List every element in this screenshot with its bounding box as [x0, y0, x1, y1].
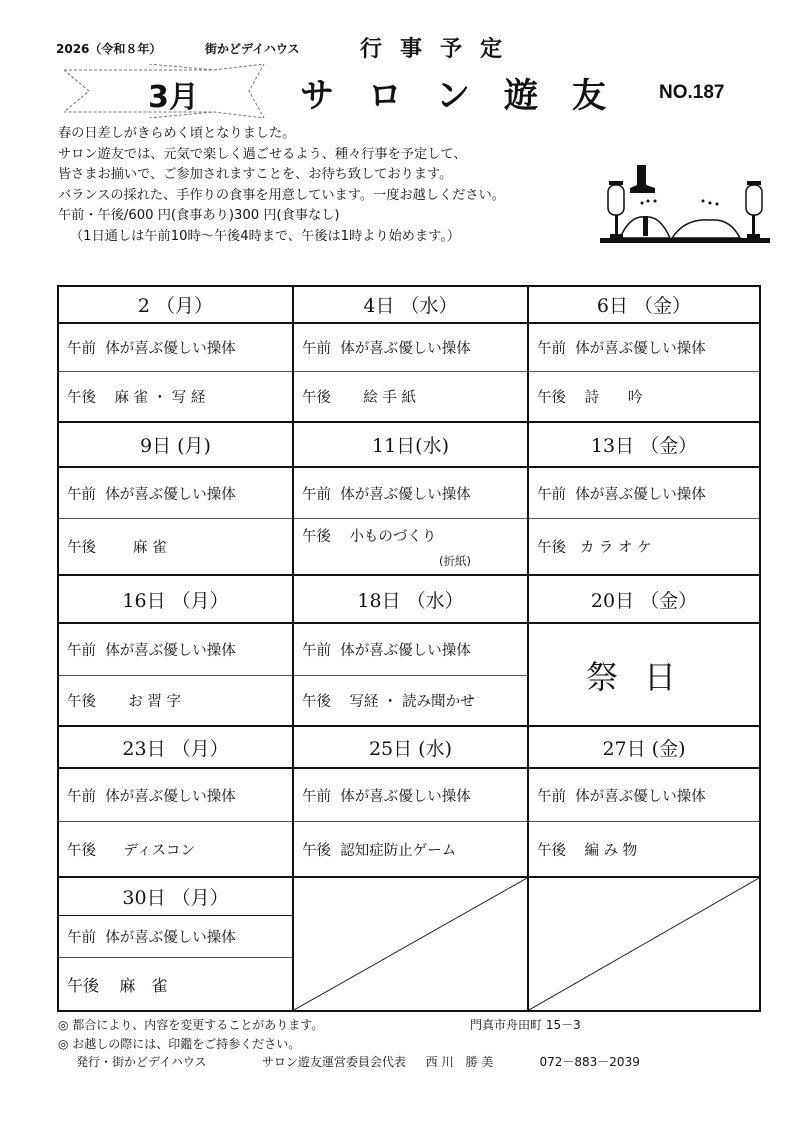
pm-activity: 午後 写経 ・ 読み聞かせ — [302, 694, 475, 710]
schedule-table — [57, 285, 761, 1012]
pm-activity: 午後 麻 雀 — [67, 975, 168, 995]
document-kind: 行事予定 — [360, 37, 521, 62]
am-activity: 午前 体が喜ぶ優しい操体 — [294, 624, 527, 676]
intro-line: 春の日差しがきらめく頃となりました。 — [58, 126, 296, 141]
am-activity: 午前 体が喜ぶ優しい操体 — [294, 324, 527, 372]
pm-activity-note: (折紙) — [439, 554, 471, 568]
intro-line: （1日通しは午前10時～午後4時まで、午後は1時より始めます。） — [70, 228, 461, 244]
am-activity: 午前 体が喜ぶ優しい操体 — [294, 769, 527, 822]
lantern-left — [608, 181, 624, 238]
page-title: サロン遊友 — [300, 76, 640, 116]
am-activity: 午前 体が喜ぶ優しい操体 — [59, 624, 292, 676]
pm-activity: 午後 編 み 物 — [537, 842, 638, 859]
day-header: 9日 (月) — [59, 423, 292, 468]
intro-line: 皆さまお揃いで、ご参加されますことを、お待ち致しております。 — [58, 167, 453, 182]
am-activity: 午前 体が喜ぶ優しい操体 — [59, 324, 292, 372]
am-activity: 午前 体が喜ぶ優しい操体 — [294, 468, 527, 519]
footer — [76, 1053, 640, 1070]
day-header: 13日 （金） — [529, 423, 759, 468]
day-header: 16日 （月） — [59, 576, 292, 624]
phone-number: 072－883－2039 — [539, 1055, 640, 1069]
am-activity: 午前 体が喜ぶ優しい操体 — [59, 769, 292, 822]
year-label: 2026（令和８年） — [56, 42, 162, 56]
day-header: 25日 (水) — [294, 727, 527, 769]
day-header: 20日 （金） — [529, 576, 759, 624]
pm-activity: 午後 絵 手 紙 — [302, 390, 416, 406]
pm-activity: 午後 詩 吟 — [537, 390, 643, 406]
note-line: ◎ 都合により、内容を変更することがあります。 — [58, 1018, 324, 1032]
am-activity: 午前 体が喜ぶ優しい操体 — [59, 916, 292, 958]
day-header: 23日 （月） — [59, 727, 292, 769]
notes — [58, 1016, 323, 1054]
empty-cell-slash — [294, 878, 527, 1010]
am-activity: 午前 体が喜ぶ優しい操体 — [529, 769, 759, 822]
pm-activity: 午後 小ものづくり — [302, 529, 437, 545]
intro-line: バランスの採れた、手作りの食事を用意しています。一度お越しください。 — [58, 187, 505, 203]
month-label: 3月 — [148, 80, 199, 115]
pm-activity: 午後 麻 雀 — [67, 540, 167, 556]
hina-dolls-illustration-icon — [600, 160, 770, 250]
holiday-label: 祭日 — [585, 657, 702, 696]
address: 門真市舟田町 15－3 — [470, 1018, 581, 1032]
issue-number: NO.187 — [659, 82, 725, 103]
note-line: ◎ お越しの際には、印鑑をご持参ください。 — [58, 1037, 301, 1051]
day-header: 4日 （水） — [294, 287, 527, 324]
day-header: 18日 （水） — [294, 576, 527, 624]
publisher: 発行・街かどデイハウス — [76, 1055, 207, 1069]
intro-text — [58, 124, 505, 247]
empty-cell-slash — [529, 878, 759, 1010]
intro-line: 午前・午後/600 円(食事あり)300 円(食事なし) — [58, 208, 340, 223]
day-header: 11日(水) — [294, 423, 527, 468]
day-header: 2 （月） — [59, 287, 292, 324]
organization-name: 街かどデイハウス — [205, 42, 300, 56]
intro-line: サロン遊友では、元気で楽しく過ごせるよう、種々行事を予定して、 — [58, 146, 467, 162]
pm-activity: 午後 認知症防止ゲーム — [302, 842, 457, 859]
lantern-right — [746, 181, 762, 238]
am-activity: 午前 体が喜ぶ優しい操体 — [529, 324, 759, 372]
representative: 西 川 勝 美 — [425, 1055, 494, 1069]
am-activity: 午前 体が喜ぶ優しい操体 — [529, 468, 759, 519]
am-activity: 午前 体が喜ぶ優しい操体 — [59, 468, 292, 519]
pm-activity: 午後 麻 雀 ・ 写 経 — [67, 390, 206, 406]
day-header: 30日 （月） — [59, 878, 292, 916]
pm-activity: 午後 お 習 字 — [67, 694, 181, 710]
day-header: 27日 (金) — [529, 727, 759, 769]
pm-activity: 午後 カ ラ オ ケ — [537, 540, 652, 556]
committee: サロン遊友運営委員会代表 — [261, 1055, 406, 1069]
pm-activity: 午後 ディスコン — [67, 842, 195, 859]
day-header: 6日 （金） — [529, 287, 759, 324]
